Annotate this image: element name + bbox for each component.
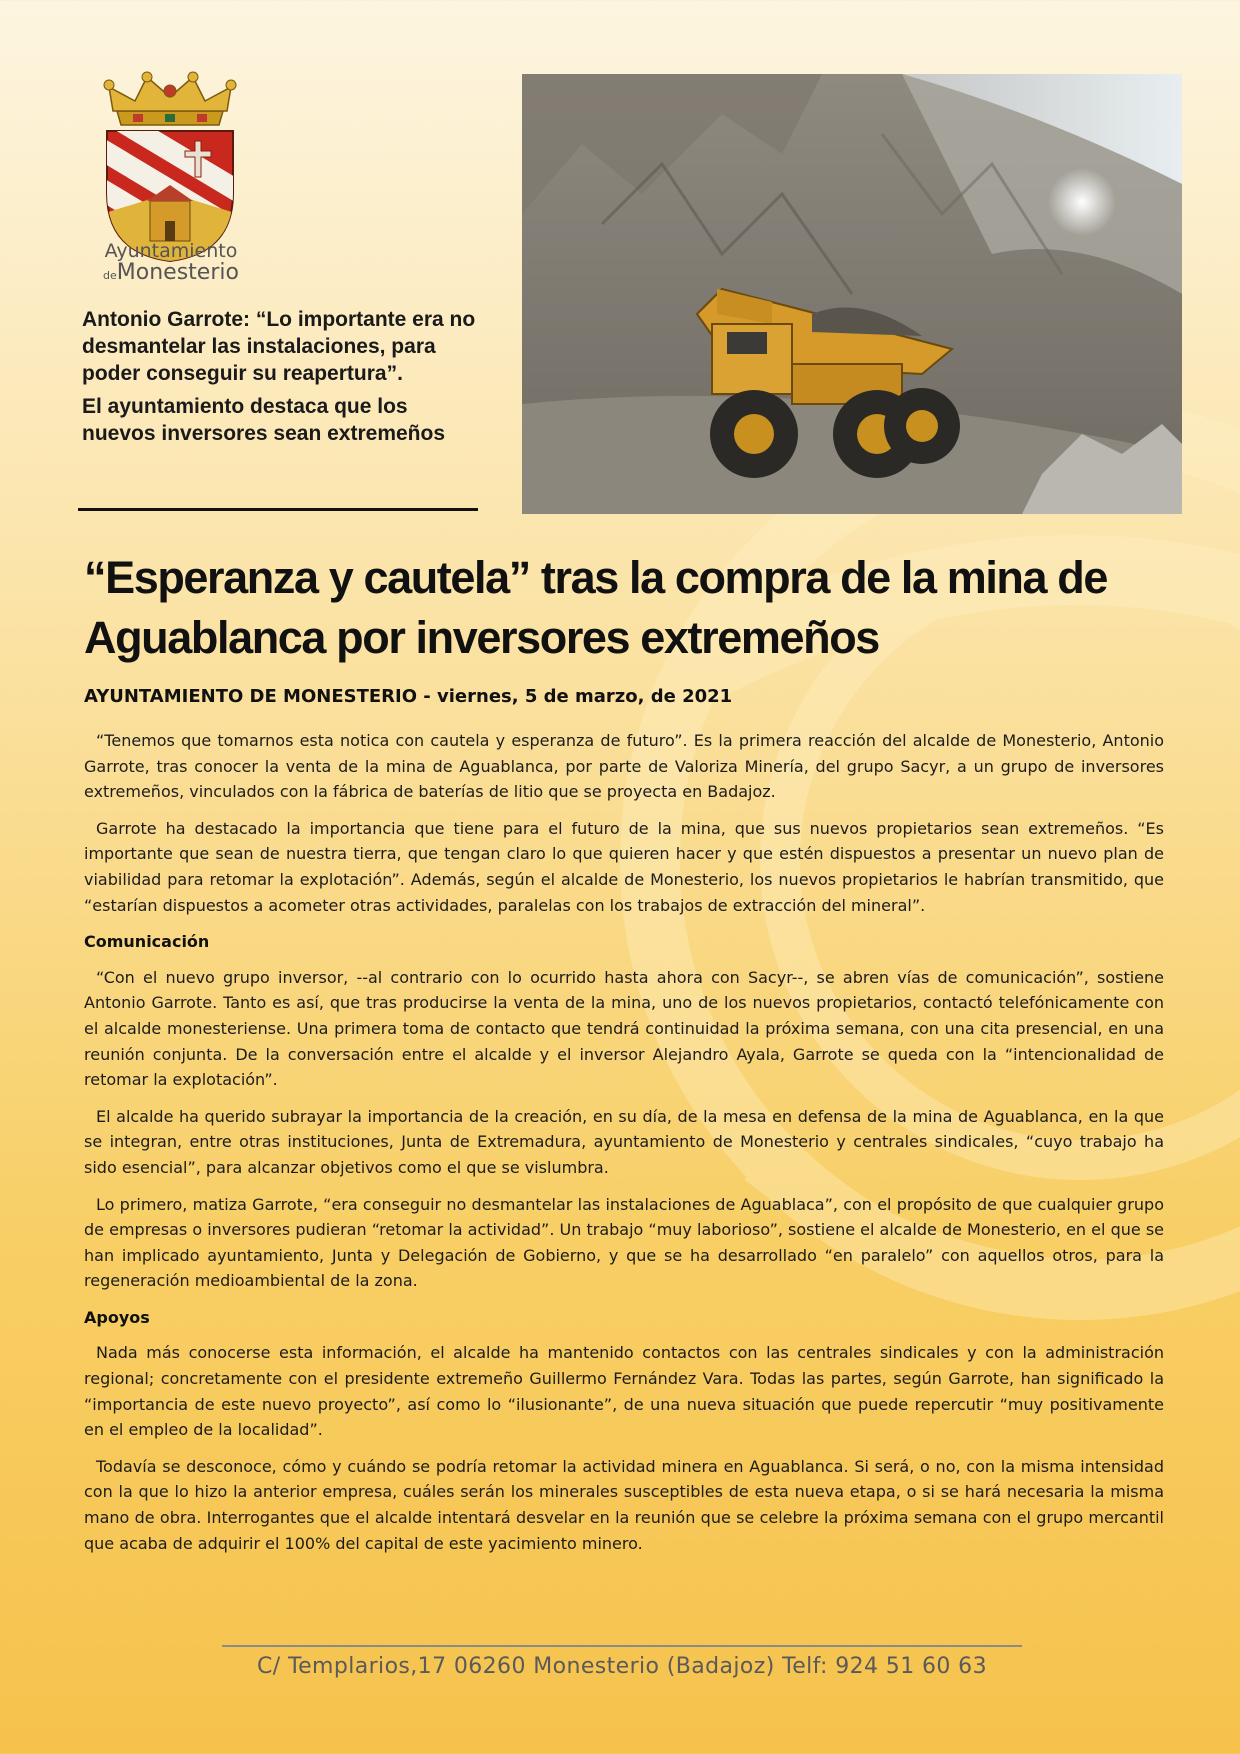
sidebar-subhead: El ayuntamiento destaca que los nuevos inversores sean extremeños	[82, 395, 446, 445]
paragraph-3: “Con el nuevo grupo inversor, --al contrario con lo ocurrido hasta ahora con Sacyr--, se abren vías de comunicación”, sostiene Antonio Garrote. Tanto es así, que tras producirse la venta de la mina, uno de los nuevos propietarios, contactó telefónicamente con el alcalde monesteriense. Una primera toma de contacto que tendrá continuidad la próxima semana, con una cita presencial, en una reunión conjunta. De la conversación entre el alcalde y el inversor Alejandro Ayala, Garrote se queda con la “intencionalidad de retomar la explotación”.	[84, 967, 1164, 1090]
section-heading-apoyos: Apoyos	[84, 1307, 150, 1327]
sidebar-divider	[78, 508, 478, 511]
paragraph-2: Garrote ha destacado la importancia que tiene para el futuro de la mina, que sus nuevos propietarios sean extremeños. “Es importante que sean de nuestra tierra, que tengan claro lo que quieren hacer y que estén dispuestos a presentar un nuevo plan de viabilidad para retomar la explotación”. Además, según el alcalde de Monesterio, los nuevos propietarios le habrían transmitido, que “estarían dispuestos a acometer otras actividades, paralelas con los trabajos de extracción del mineral”.	[84, 818, 1164, 915]
crown-icon	[104, 72, 236, 125]
logo-text-ayuntamiento: Ayuntamiento	[104, 240, 238, 262]
section-heading-comunicacion: Comunicación	[84, 932, 210, 952]
paragraph-1: “Tenemos que tomarnos esta notica con cautela y esperanza de futuro”. Es la primera reacción del alcalde de Monesterio, Antonio Garrote, tras conocer la venta de la mina de Aguablanca, por parte de Valoriza Minería, del grupo Sacyr, a un grupo de inversores extremeños, vinculados con la fábrica de baterías de litio que se proyecta en Badajoz.	[84, 731, 1164, 802]
sidebar-quote: Antonio Garrote: “Lo importante era no desmantelar las instalaciones, para poder conseguir su reapertura”.	[82, 308, 476, 385]
article-byline: AYUNTAMIENTO DE MONESTERIO - viernes, 5 de marzo, de 2021	[84, 686, 733, 707]
paragraph-4: El alcalde ha querido subrayar la importancia de la creación, en su día, de la mesa en defensa de la mina de Aguablanca, en la que se integran, entre otras instituciones, Junta de Extremadura, ayuntamiento de Monesterio y centrales sindicales, “cuyo trabajo ha sido esencial”, para alcanzar objetivos como el que se vislumbra.	[84, 1106, 1164, 1177]
footer-divider	[222, 1645, 1022, 1647]
footer-address: C/ Templarios,17 06260 Monesterio (Badajoz) Telf: 924 51 60 63	[257, 1654, 987, 1679]
paragraph-5: Lo primero, matiza Garrote, “era conseguir no desmantelar las instalaciones de Aguablaca”, con el propósito de que cualquier grupo de empresas o inversores pudieran “retomar la actividad”. Un trabajo “muy laborioso”, sostiene el alcalde de Monesterio, en el que se han implicado ayuntamiento, Junta y Delegación de Gobierno, y que se ha desarrollado “en paralelo” con aquellos otros, para la regeneración medioambiental de la zona.	[84, 1194, 1164, 1291]
logo-text-monesterio: deMonesterio	[103, 260, 239, 285]
mining-truck-photo	[522, 74, 1182, 514]
article-headline: “Esperanza y cautela” tras la compra de la mina de Aguablanca por inversores extremeños	[84, 552, 1107, 663]
sidebar-summary	[82, 306, 482, 453]
article-body	[84, 728, 1164, 1567]
paragraph-7: Todavía se desconoce, cómo y cuándo se podría retomar la actividad minera en Aguablanca. Si será, o no, con la misma intensidad con la que lo hizo la anterior empresa, cuáles serán los minerales susceptibles de esta nueva etapa, o si se hará necesaria la misma mano de obra. Interrogantes que el alcalde intentará desvelar en la reunión que se celebre la próxima semana con el grupo mercantil que acaba de adquirir el 100% del capital de este yacimiento minero.	[84, 1456, 1164, 1553]
paragraph-6: Nada más conocerse esta información, el alcalde ha mantenido contactos con las centrales sindicales y con la administración regional; concretamente con el presidente extremeño Guillermo Fernández Vara. Todas las partes, según Garrote, han significado la “importancia de este nuevo proyecto”, así como lo “ilusionante”, de una nueva situación que puede repercutir “muy positivamente en el empleo de la localidad”.	[84, 1343, 1164, 1440]
